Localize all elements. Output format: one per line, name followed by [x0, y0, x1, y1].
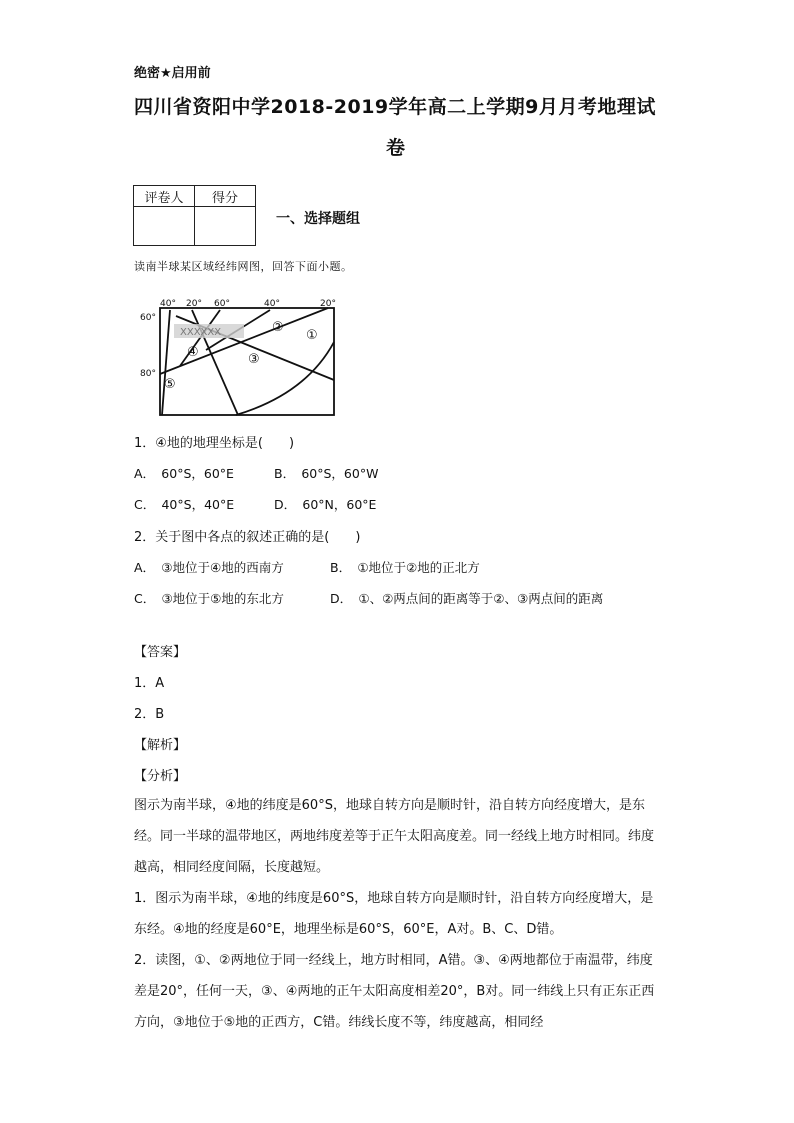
top-label-60: 60°: [214, 299, 230, 309]
top-label-40-right: 40°: [264, 299, 280, 309]
question-1-stem: 1．④地的地理坐标是( ): [134, 436, 295, 451]
top-label-40-left: 40°: [160, 299, 176, 309]
q1-option-b: B． 60°S，60°W: [274, 466, 379, 481]
score-table: [133, 185, 256, 246]
graticule-map: [136, 294, 340, 420]
left-label-80: 80°: [140, 369, 156, 379]
grader-cell: [134, 207, 195, 246]
point-2: ②: [272, 320, 284, 335]
parallel-60: [160, 308, 328, 374]
q2-option-c: C． ③地位于⑤地的东北方: [134, 591, 284, 606]
top-label-20-right: 20°: [320, 299, 336, 309]
q1-option-d: D． 60°N，60°E: [274, 497, 377, 512]
answer-2: 2．B: [134, 707, 165, 722]
point-5: ⑤: [164, 377, 176, 392]
meridian-40-left: [162, 310, 170, 415]
q2-option-d: D． ①、②两点间的距离等于②、③两点间的距离: [330, 591, 604, 606]
top-label-20-left: 20°: [186, 299, 202, 309]
watermark-text: XXXXXX: [180, 327, 222, 338]
answer-heading: 【答案】: [134, 645, 187, 660]
answer-1: 1．A: [134, 676, 165, 691]
analysis-heading: 【解析】: [134, 738, 187, 753]
analysis-intro: 图示为南半球，④地的纬度是60°S，地球自转方向是顺时针，沿自转方向经度增大，是东经。同一半球的温带地区，两地纬度差等于正午太阳高度差。同一经线上地方时相同。纬度越高，相同经度间隔，长度越短。: [134, 798, 655, 875]
exam-title-continued: 卷: [386, 137, 406, 159]
section-title: 一、选择题组: [276, 211, 360, 227]
point-4: ④: [187, 345, 199, 360]
question-2-stem: 2．关于图中各点的叙述正确的是( ): [134, 530, 361, 545]
point-3: ③: [248, 352, 260, 367]
q1-option-a: A． 60°S，60°E: [134, 466, 234, 481]
reading-prompt: 读南半球某区域经纬网图，回答下面小题。: [134, 260, 353, 273]
confidential-mark: 绝密★启用前: [134, 66, 211, 81]
exam-title: 四川省资阳中学2018-2019学年高二上学期9月月考地理试: [134, 96, 656, 118]
q2-option-b: B． ①地位于②地的正北方: [330, 560, 480, 575]
score-cell: [195, 207, 256, 246]
q1-option-c: C． 40°S，40°E: [134, 497, 235, 512]
q2-option-a: A． ③地位于④地的西南方: [134, 560, 284, 575]
grader-header: 评卷人: [134, 186, 195, 207]
score-header: 得分: [195, 186, 256, 207]
analysis-q1: 1．图示为南半球，④地的纬度是60°S，地球自转方向是顺时针，沿自转方向经度增大，是东经。④地的经度是60°E，地理坐标是60°S，60°E，A对。B、C、D错。: [134, 891, 654, 937]
analysis-subheading: 【分析】: [134, 769, 187, 784]
left-label-60: 60°: [140, 313, 156, 323]
analysis-q2: 2．读图，①、②两地位于同一经线上，地方时相同，A错。③、④两地都位于南温带，纬度差是20°，任何一天，③、④两地的正午太阳高度相差20°，B对。同一纬线上只有正东正西方向，③地位于⑤地的正西方，C错。纬线长度不等，纬度越高，相同经: [134, 953, 655, 1030]
point-1: ①: [306, 328, 318, 343]
